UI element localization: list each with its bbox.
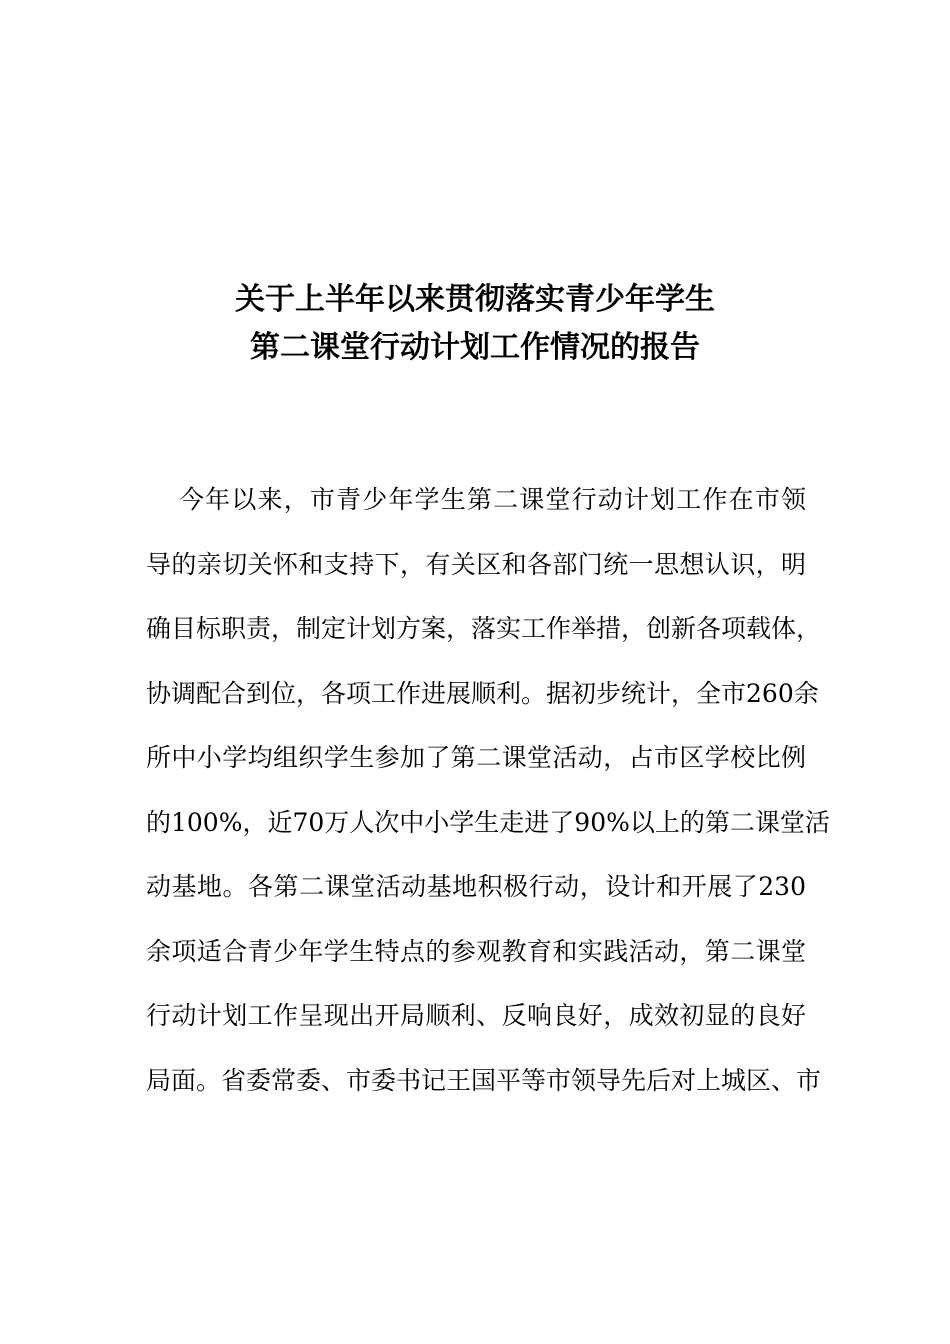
paragraph-line-2: 导的亲切关怀和支持下，有关区和各部门统一思想认识，明 xyxy=(146,549,806,579)
paragraph-line-1: 今年以来，市青少年学生第二课堂行动计划工作在市领 xyxy=(179,485,806,514)
title-line-1: 关于上半年以来贯彻落实青少年学生 xyxy=(235,282,715,317)
paragraph-line-4: 协调配合到位，各项工作进展顺利。据初步统计，全市260余 xyxy=(146,678,819,708)
paragraph-line-3: 确目标职责，制定计划方案，落实工作举措，创新各项载体， xyxy=(146,614,822,643)
paragraph-line-6: 的100%，近70万人次中小学生走进了90%以上的第二课堂活 xyxy=(146,807,830,837)
paragraph-line-10: 局面。省委常委、市委书记王国平等市领导先后对上城区、市 xyxy=(146,1065,822,1095)
paragraph-line-5: 所中小学均组织学生参加了第二课堂活动，占市区学校比例 xyxy=(146,743,806,772)
title-line-2: 第二课堂行动计划工作情况的报告 xyxy=(250,330,700,365)
report-body-paragraph xyxy=(146,468,830,1113)
paragraph-line-7: 动基地。各第二课堂活动基地积极行动，设计和开展了230 xyxy=(146,872,806,901)
paragraph-line-9: 行动计划工作呈现出开局顺利、反响良好，成效初显的良好 xyxy=(146,1001,806,1030)
paragraph-line-8: 余项适合青少年学生特点的参观教育和实践活动，第二课堂 xyxy=(146,936,806,966)
document-title xyxy=(0,276,950,372)
